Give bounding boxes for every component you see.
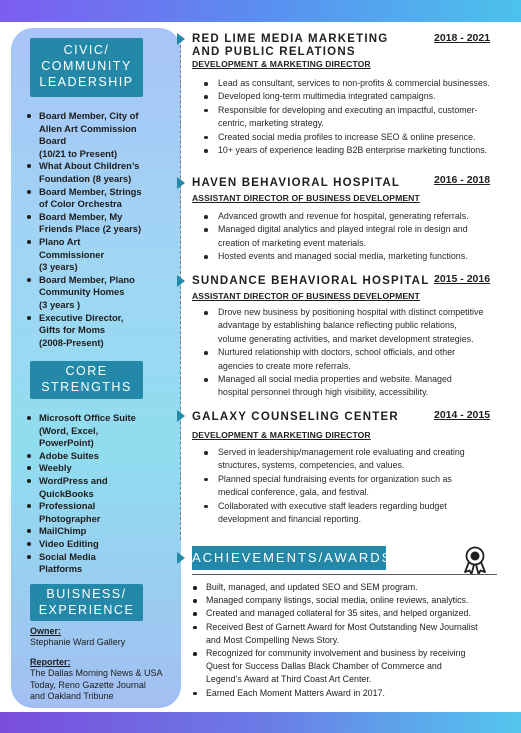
job-date: 2014 - 2015 — [434, 409, 491, 421]
list-item: Hosted events and managed social media, marketing functions. — [204, 250, 502, 263]
job-bullets — [204, 210, 502, 264]
list-item: Adobe Suites — [26, 450, 136, 463]
job-subtitle: DEVELOPMENT & MARKETING DIRECTOR — [192, 430, 371, 440]
list-item: Managed digital analytics and played integral role in design and creation of marketing event materials. — [204, 223, 502, 250]
list-item: Created and managed collateral for 35 sites, and helped organized. — [193, 607, 498, 620]
heading-line: CIVIC/ — [63, 43, 110, 57]
business-experience-heading — [30, 584, 143, 621]
list-item: Managed all social media properties and website. Managed hospital personnel through high visibility, accessibility. — [204, 373, 502, 400]
list-item: Built, managed, and updated SEO and SEM program. — [193, 581, 498, 594]
job-date: 2015 - 2016 — [434, 273, 491, 285]
award-ribbon-icon — [460, 545, 490, 575]
achievements-divider — [192, 574, 497, 575]
timeline-marker — [177, 33, 185, 45]
list-item: Weebly — [26, 462, 136, 475]
core-strengths-heading — [30, 361, 143, 399]
achievements-heading: ACHIEVEMENTS/AWARDS — [192, 546, 386, 570]
list-item: Collaborated with executive staff leaders regarding budget development and financial reporting. — [204, 500, 502, 527]
list-item: Board Member, My Friends Place (2 years) — [26, 211, 142, 236]
list-item: Nurtured relationship with doctors, school officials, and other agencies to create more referrals. — [204, 346, 502, 373]
timeline-marker — [177, 552, 185, 564]
timeline-marker — [177, 275, 185, 287]
job-bullets — [204, 446, 502, 526]
list-item: Advanced growth and revenue for hospital, generating referrals. — [204, 210, 502, 223]
list-item: Board Member, Strings of Color Orchestra — [26, 186, 142, 211]
list-item: Board Member, Plano Community Homes (3 years ) — [26, 274, 142, 312]
list-item: Microsoft Office Suite (Word, Excel, PowerPoint) — [26, 412, 136, 450]
job-date: 2018 - 2021 — [434, 32, 491, 44]
civic-list — [26, 110, 142, 349]
job-subtitle: ASSISTANT DIRECTOR OF BUSINESS DEVELOPMENT — [192, 291, 420, 301]
owner-text: Stephanie Ward Gallery — [30, 637, 126, 647]
achievements-list — [193, 581, 498, 700]
list-item: What About Children’s Foundation (8 years) — [26, 160, 142, 185]
core-strengths-list — [26, 412, 136, 576]
list-item: Developed long-term multimedia integrated campaigns. — [204, 90, 502, 103]
list-item: Earned Each Moment Matters Award in 2017. — [193, 687, 498, 700]
job-title: HAVEN BEHAVIORAL HOSPITAL — [192, 177, 401, 189]
owner-label: Owner: — [30, 626, 62, 636]
heading-line: LEADERSHIP — [39, 75, 134, 89]
list-item: Professional Photographer — [26, 500, 136, 525]
heading-line: STRENGTHS — [41, 380, 132, 394]
list-item: 10+ years of experience leading B2B enterprise marketing functions. — [204, 144, 502, 157]
list-item: Drove new business by positioning hospital with distinct competitive advantage by establishing balance reflecting public relations, volume generating activities, and market development strategies. — [204, 306, 502, 346]
heading-line: BUISNESS/ — [46, 587, 127, 601]
job-bullets — [204, 77, 502, 157]
list-item: Served in leadership/management role evaluating and creating structures, systems, competencies, and values. — [204, 446, 502, 473]
job-title: SUNDANCE BEHAVIORAL HOSPITAL — [192, 275, 430, 287]
bottom-gradient-bar — [0, 712, 521, 733]
civic-leadership-heading — [30, 38, 143, 97]
list-item: Managed company listings, social media, online reviews, analytics. — [193, 594, 498, 607]
job-bullets — [204, 306, 502, 400]
list-item: Executive Director, Gifts for Moms (2008-Present) — [26, 312, 142, 350]
job-title: RED LIME MEDIA MARKETING AND PUBLIC RELATIONS — [192, 33, 389, 58]
job-subtitle: ASSISTANT DIRECTOR OF BUSINESS DEVELOPMENT — [192, 193, 420, 203]
list-item: Social Media Platforms — [26, 551, 136, 576]
timeline-marker — [177, 177, 185, 189]
list-item: Planned special fundraising events for organization such as medical conference, gala, and festival. — [204, 473, 502, 500]
timeline-line — [180, 40, 181, 540]
timeline-marker — [177, 410, 185, 422]
heading-line: COMMUNITY — [41, 59, 132, 73]
top-gradient-bar — [0, 0, 521, 22]
job-title: GALAXY COUNSELING CENTER — [192, 411, 399, 423]
list-item: Lead as consultant, services to non-profits & commercial businesses. — [204, 77, 502, 90]
list-item: Plano Art Commissioner (3 years) — [26, 236, 142, 274]
reporter-text: The Dallas Morning News & USA Today, Reno Gazette Journal and Oakland Tribune — [30, 668, 163, 701]
job-subtitle: DEVELOPMENT & MARKETING DIRECTOR — [192, 59, 371, 69]
list-item: Responsible for developing and executing an impactful, customer- centric, marketing strategy. — [204, 104, 502, 131]
reporter-label: Reporter: — [30, 657, 71, 667]
list-item: Received Best of Garnett Award for Most Outstanding New Journalist and Most Compelling News Story. — [193, 621, 498, 647]
job-date: 2016 - 2018 — [434, 174, 491, 186]
heading-line: EXPERIENCE — [38, 603, 135, 617]
list-item: Video Editing — [26, 538, 136, 551]
list-item: Recognized for community involvement and business by receiving Quest for Success Dallas Black Chamber of Commerce and Legend’s Award at Third Coast Art Center. — [193, 647, 498, 687]
list-item: Created social media profiles to increase SEO & online presence. — [204, 131, 502, 144]
heading-line: CORE — [65, 364, 108, 378]
list-item: WordPress and QuickBooks — [26, 475, 136, 500]
list-item: Board Member, City of Allen Art Commission Board (10/21 to Present) — [26, 110, 142, 160]
list-item: MailChimp — [26, 525, 136, 538]
